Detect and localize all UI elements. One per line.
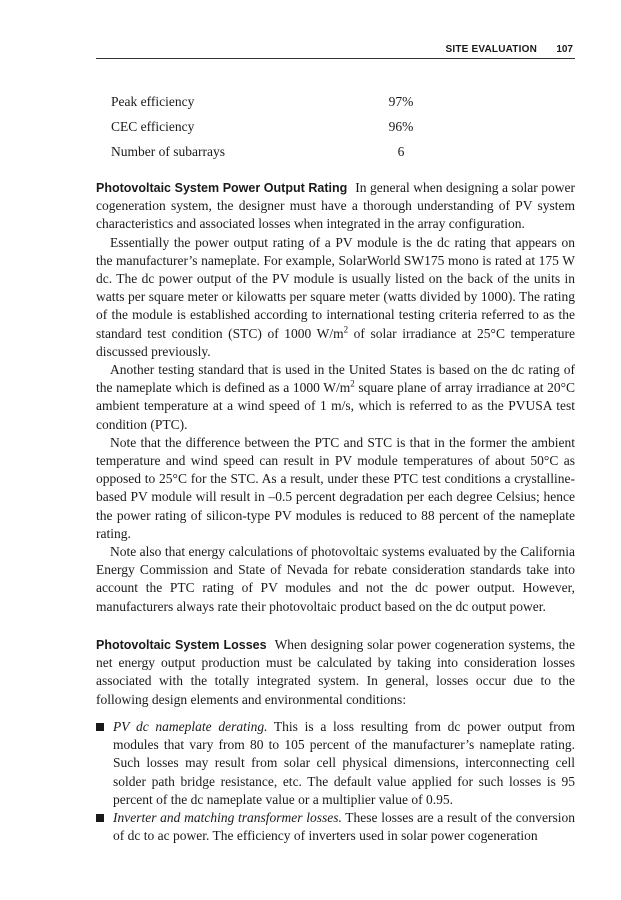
paragraph: Note also that energy calculations of photovoltaic systems evaluated by the California Energy Commission and State of Nevada for rebate consideration standards take into account the PTC rating of PV modules and not the dc power output. However, manufacturers always rate their photovoltaic product based on the dc output power. [96,544,575,614]
section-system-losses [96,636,575,709]
bullet-text: These losses are a result of the conversion of dc to ac power. The efficiency of inverters used in solar power cogeneration [113,810,575,844]
page-number: 107 [556,44,573,55]
paragraph [96,234,575,361]
bullet-term: PV dc nameplate derating. [113,719,268,734]
spec-value: 96% [388,119,414,134]
spec-row [111,143,431,168]
bullet-text: This is a loss resulting from dc power output from modules that vary from 80 to 105 percent of the manufacturer’s nameplate rating. Such losses may result from solar cell physical dimensions, interconnecting cell solder path bridge resistance, etc. The default value applied for such losses is 95 percent of the dc nameplate value or a multiplier value of 0.95. [113,719,575,807]
spec-label: Number of subarrays [111,144,225,159]
paragraph-text: of solar irradiance at 25°C temperature discussed previously. [96,325,575,359]
section-heading: Photovoltaic System Power Output Rating [96,181,348,195]
bullet-square-icon [96,814,104,822]
paragraph-text: Another testing standard that is used in the United States is based on the dc rating of the nameplate which is defined as a 1000 W/m [96,362,575,396]
paragraph-text: square plane of array irradiance at 20°C ambient temperature at a wind speed of 1 m/s, which is referred to as the PVUSA test condition (PTC). [96,380,576,432]
running-head-title: SITE EVALUATION [445,44,537,55]
section-power-output-rating [96,179,575,616]
paragraph [96,361,575,434]
paragraph: Note that the difference between the PTC and STC is that in the former the ambient temperature and wind speed can result in PV module temperatures of about 50°C as opposed to 25°C for the STC. As a result, under these PTC test conditions a crystalline-based PV module will result in –0.5 percent degradation per each degree Celsius; hence the power rating of silicon-type PV modules is reduced to 88 percent of the nameplate rating. [96,434,575,541]
spec-label: Peak efficiency [111,94,195,109]
spec-row [111,118,431,143]
bullet-list [96,718,575,845]
list-item [96,718,575,809]
paragraph-text: In general when designing a solar power cogeneration system, the designer must have a thorough understanding of PV system characteristics and associated losses when integrated in the array configuration. [96,180,575,232]
bullet-term: Inverter and matching transformer losses. [113,810,342,826]
paragraph-text: When designing solar power cogeneration systems, the net energy output production must be calculated by taking into consideration losses associated with the totally integrated system. In general, losses occur due to the following design elements and environmental conditions: [96,637,575,707]
paragraph [96,179,575,234]
superscript: 2 [343,324,349,335]
spec-value: 6 [397,144,405,159]
section-heading: Photovoltaic System Losses [96,638,267,652]
bullet-square-icon [96,723,104,731]
running-header [96,44,575,59]
spec-row [111,93,431,118]
spec-label: CEC efficiency [111,119,195,134]
paragraph-text: Essentially the power output rating of a PV module is the dc rating that appears on the manufacturer’s nameplate. For example, SolarWorld SW175 mono is rated at 175 W dc. The dc power output of the PV module is usually listed on the back of the units in watts per square meter or kilowatts per square meter (watts divided by 1000). The rating of the module is established according to international testing criteria referred to as the standard test condition (STC) of 1000 W/m [96,234,575,341]
superscript: 2 [350,378,355,389]
list-item [96,809,575,845]
spec-value: 97% [388,94,414,109]
spec-list [111,93,431,168]
paragraph [96,636,575,709]
